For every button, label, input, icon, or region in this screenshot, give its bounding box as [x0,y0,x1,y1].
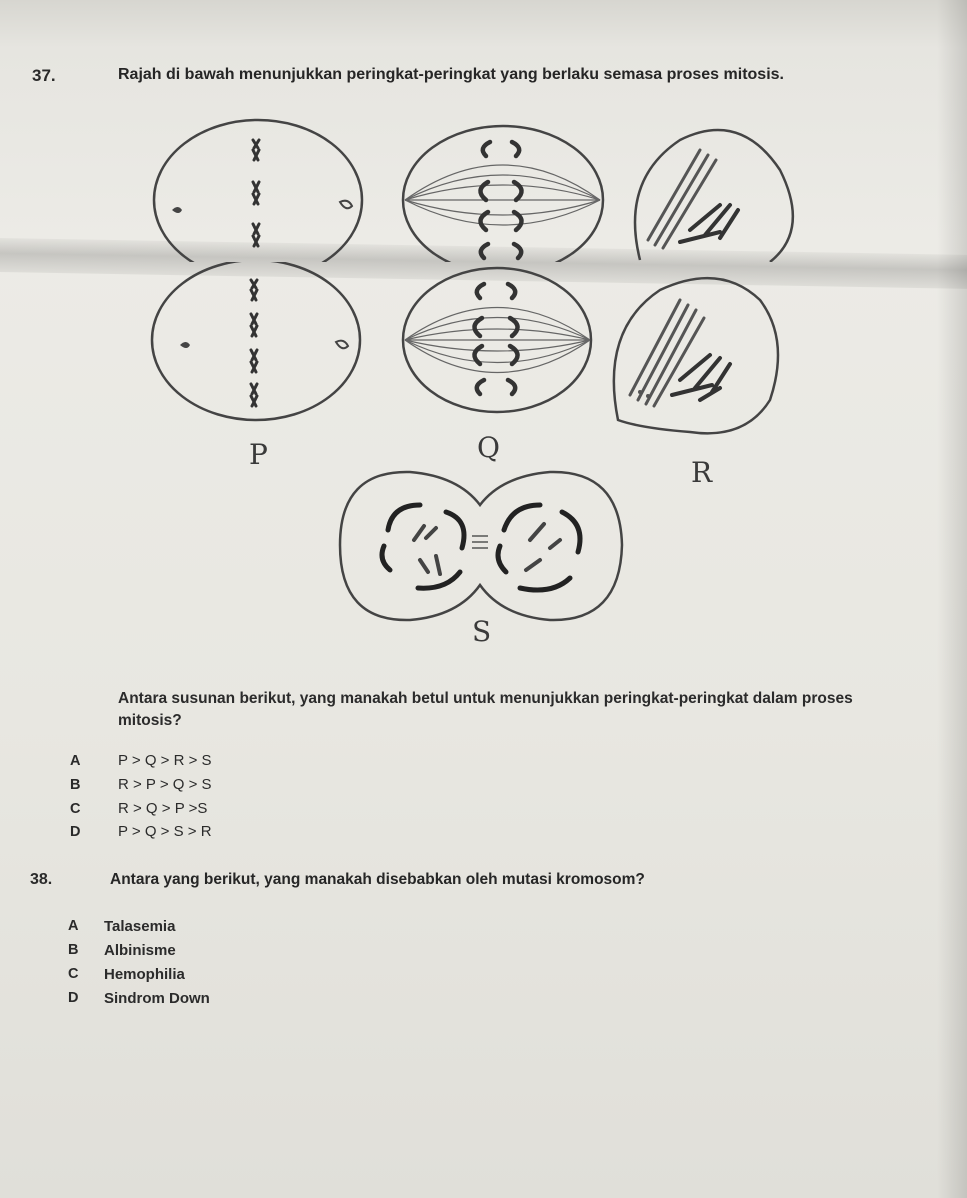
diagram-top-copy [154,120,793,280]
diagram-main [152,260,778,620]
question-37-prompt: Antara susunan berikut, yang manakah betul untuk menunjukkan peringkat-peringkat dalam proses mitosis? [118,690,853,729]
label-r: R [691,456,713,489]
cell-q [403,268,591,412]
q37-option-b-letter: B [70,777,81,793]
question-37-stem: Rajah di bawah menunjukkan peringkat-peringkat yang berlaku semasa proses mitosis. [118,66,784,83]
q37-option-c: R > Q > P >S [118,800,208,817]
cell-q-top [403,126,603,274]
q38-option-d-letter: D [68,990,79,1006]
q37-option-c-letter: C [70,801,81,817]
q38-option-b-letter: B [68,942,79,958]
question-37-number: 37. [32,66,56,85]
question-38-number: 38. [30,871,53,888]
q38-option-d: Sindrom Down [104,990,210,1007]
q38-option-a-letter: A [68,918,79,934]
q37-option-d-letter: D [70,824,81,840]
q37-option-d: P > Q > S > R [118,823,212,840]
cell-r-top [635,130,793,262]
q38-option-c-letter: C [68,966,79,982]
question-38-stem: Antara yang berikut, yang manakah disebabkan oleh mutasi kromosom? [110,871,645,888]
q38-option-b: Albinisme [104,942,176,959]
cell-r [614,278,778,433]
label-q: Q [477,431,500,464]
q37-option-a: P > Q > R > S [118,752,212,769]
q37-option-a-letter: A [70,753,81,769]
q37-option-b: R > P > Q > S [118,776,212,793]
q38-option-a: Talasemia [104,918,176,935]
label-p: P [249,438,268,471]
cell-s [340,472,622,620]
cell-p-top [154,120,362,280]
label-s: S [472,615,492,648]
cell-p [152,260,360,420]
q38-option-c: Hemophilia [104,966,185,983]
